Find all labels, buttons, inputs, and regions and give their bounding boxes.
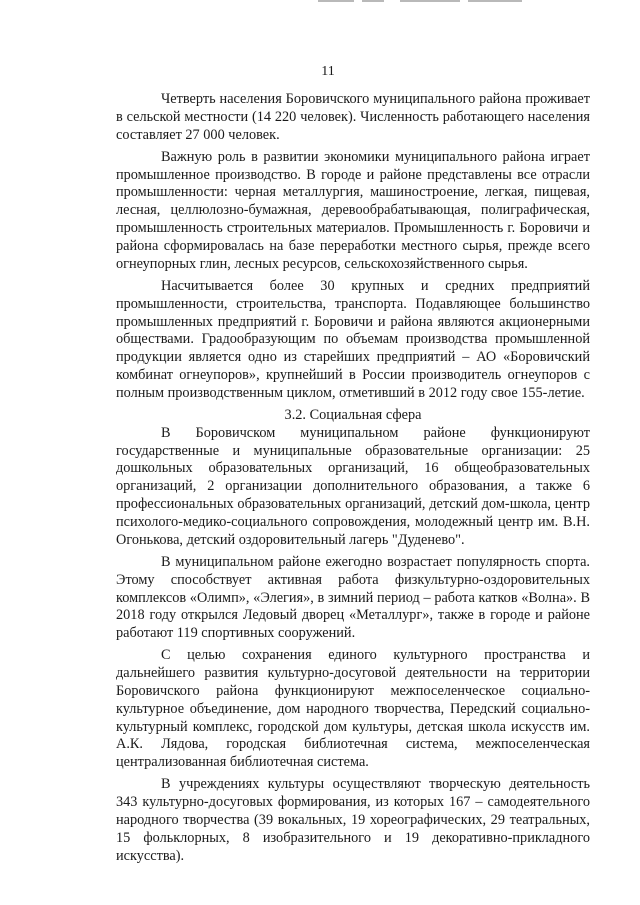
section-heading: 3.2. Социальная сфера <box>284 407 422 424</box>
paragraph-enterprises: Насчитывается более 30 крупных и средних предприятий промышленности, строительства, транспорта. Подавляющее большинство промышленных предприятий г. Боровичи и района являются акционерными обществами. Градообразующим по объемам производства промышленной продукции является одно из старейших предприятий – АО «Боровичский комбинат огнеупоров», крупнейший в России производитель огнеупоров с полным производственным циклом, отметивший в 2012 году свое 155-летие. <box>116 277 590 401</box>
scan-edge-marks <box>300 0 530 4</box>
document-body <box>116 91 590 870</box>
page-number: 11 <box>321 64 335 79</box>
paragraph-sport: В муниципальном районе ежегодно возрастает популярность спорта. Этому способствует активная работа физкультурно-оздоровительных комплексов «Олимп», «Элегия», в зимний период – работа катков «Волна». В 2018 году открылся Ледовый дворец «Металлург», также в городе и районе работают 119 спортивных сооружений. <box>116 553 590 642</box>
paragraph-culture-groups: В учреждениях культуры осуществляют творческую деятельность 343 культурно-досуговых формирования, из которых 167 – самодеятельного народного творчества (39 вокальных, 19 хореографических, 29 театральных, 15 фольклорных, 8 изобразительного и 19 декоративно-прикладного искусства). <box>116 776 590 864</box>
paragraph-education: В Боровичском муниципальном районе функционируют государственные и муниципальные образовательные организации: 25 дошкольных образовательных организаций, 16 общеобразовательных организаций, 2 организации дополнительного образования, а также 6 профессиональных образовательных организаций, детский дом-школа, центр психолого-медико-социального сопровождения, молодежный центр им. В.Н. Огонькова, детский оздоровительный лагерь "Дуденево". <box>116 424 590 548</box>
paragraph-industry-overview: Важную роль в развитии экономики муниципального района играет промышленное производство. В городе и районе представлены все отрасли промышленности: черная металлургия, машиностроение, легкая, пищевая, лесная, целлюлозно-бумажная, деревообрабатывающая, полиграфическая, промышленность строительных материалов. Промышленность г. Боровичи и района сформировалась на базе переработки местного сырья, прежде всего огнеупорных глин, лесных ресурсов, сельскохозяйственного сырья. <box>116 148 590 272</box>
paragraph-culture-institutions: С целью сохранения единого культурного пространства и дальнейшего развития культурно-досуговой деятельности на территории Боровичского района функционируют межпоселенческое социально-культурное объединение, дом народного творчества, Передский социально-культурный комплекс, городской дом культуры, детская школа искусств им. А.К. Лядова, городская библиотечная система, межпоселенческая централизованная библиотечная система. <box>116 647 590 771</box>
paragraph-rural-population: Четверть населения Боровичского муниципального района проживает в сельской местности (14 220 человек). Численность работающего населения составляет 27 000 человек. <box>116 91 590 143</box>
